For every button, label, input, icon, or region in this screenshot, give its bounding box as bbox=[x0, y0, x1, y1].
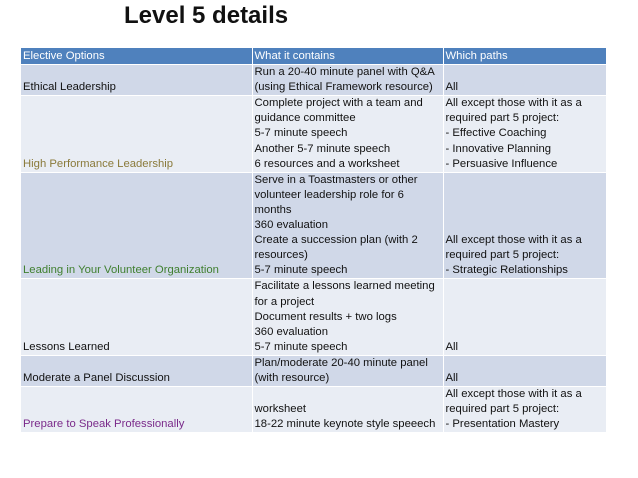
elective-option-cell: Leading in Your Volunteer Organization bbox=[21, 172, 252, 279]
header-which-paths: Which paths bbox=[443, 48, 606, 65]
contains-cell: worksheet 18-22 minute keynote style speeech bbox=[252, 387, 443, 433]
paths-cell: All bbox=[443, 65, 606, 96]
paths-cell: All except those with it as a required part 5 project: - Strategic Relationships bbox=[443, 172, 606, 279]
paths-cell: All except those with it as a required part 5 project: - Presentation Mastery bbox=[443, 387, 606, 433]
contains-cell: Facilitate a lessons learned meeting for a project Document results + two logs 360 evaluation 5-7 minute speech bbox=[252, 279, 443, 355]
paths-cell: All bbox=[443, 279, 606, 355]
elective-option-cell: Ethical Leadership bbox=[21, 65, 252, 96]
elective-option-cell: High Performance Leadership bbox=[21, 96, 252, 172]
table-row bbox=[21, 96, 606, 172]
elective-option-cell: Prepare to Speak Professionally bbox=[21, 387, 252, 433]
table-row bbox=[21, 65, 606, 96]
table-row bbox=[21, 172, 606, 279]
table-header-row bbox=[21, 48, 606, 65]
contains-cell: Complete project with a team and guidance committee 5-7 minute speech Another 5-7 minute speech 6 resources and a worksheet bbox=[252, 96, 443, 172]
paths-cell: All except those with it as a required part 5 project: - Effective Coaching - Innovative Planning - Persuasive Influence bbox=[443, 96, 606, 172]
table-row bbox=[21, 279, 606, 355]
header-elective-options: Elective Options bbox=[21, 48, 252, 65]
table-row bbox=[21, 355, 606, 386]
page-title: Level 5 details bbox=[124, 2, 289, 29]
level-5-details-table bbox=[21, 48, 607, 433]
elective-option-cell: Moderate a Panel Discussion bbox=[21, 355, 252, 386]
table-row bbox=[21, 387, 606, 433]
header-what-it-contains: What it contains bbox=[252, 48, 443, 65]
contains-cell: Run a 20-40 minute panel with Q&A (using Ethical Framework resource) bbox=[252, 65, 443, 96]
paths-cell: All bbox=[443, 355, 606, 386]
contains-cell: Plan/moderate 20-40 minute panel (with resource) bbox=[252, 355, 443, 386]
contains-cell: Serve in a Toastmasters or other volunteer leadership role for 6 months 360 evaluation Create a succession plan (with 2 resources) 5-7 minute speech bbox=[252, 172, 443, 279]
elective-option-cell: Lessons Learned bbox=[21, 279, 252, 355]
